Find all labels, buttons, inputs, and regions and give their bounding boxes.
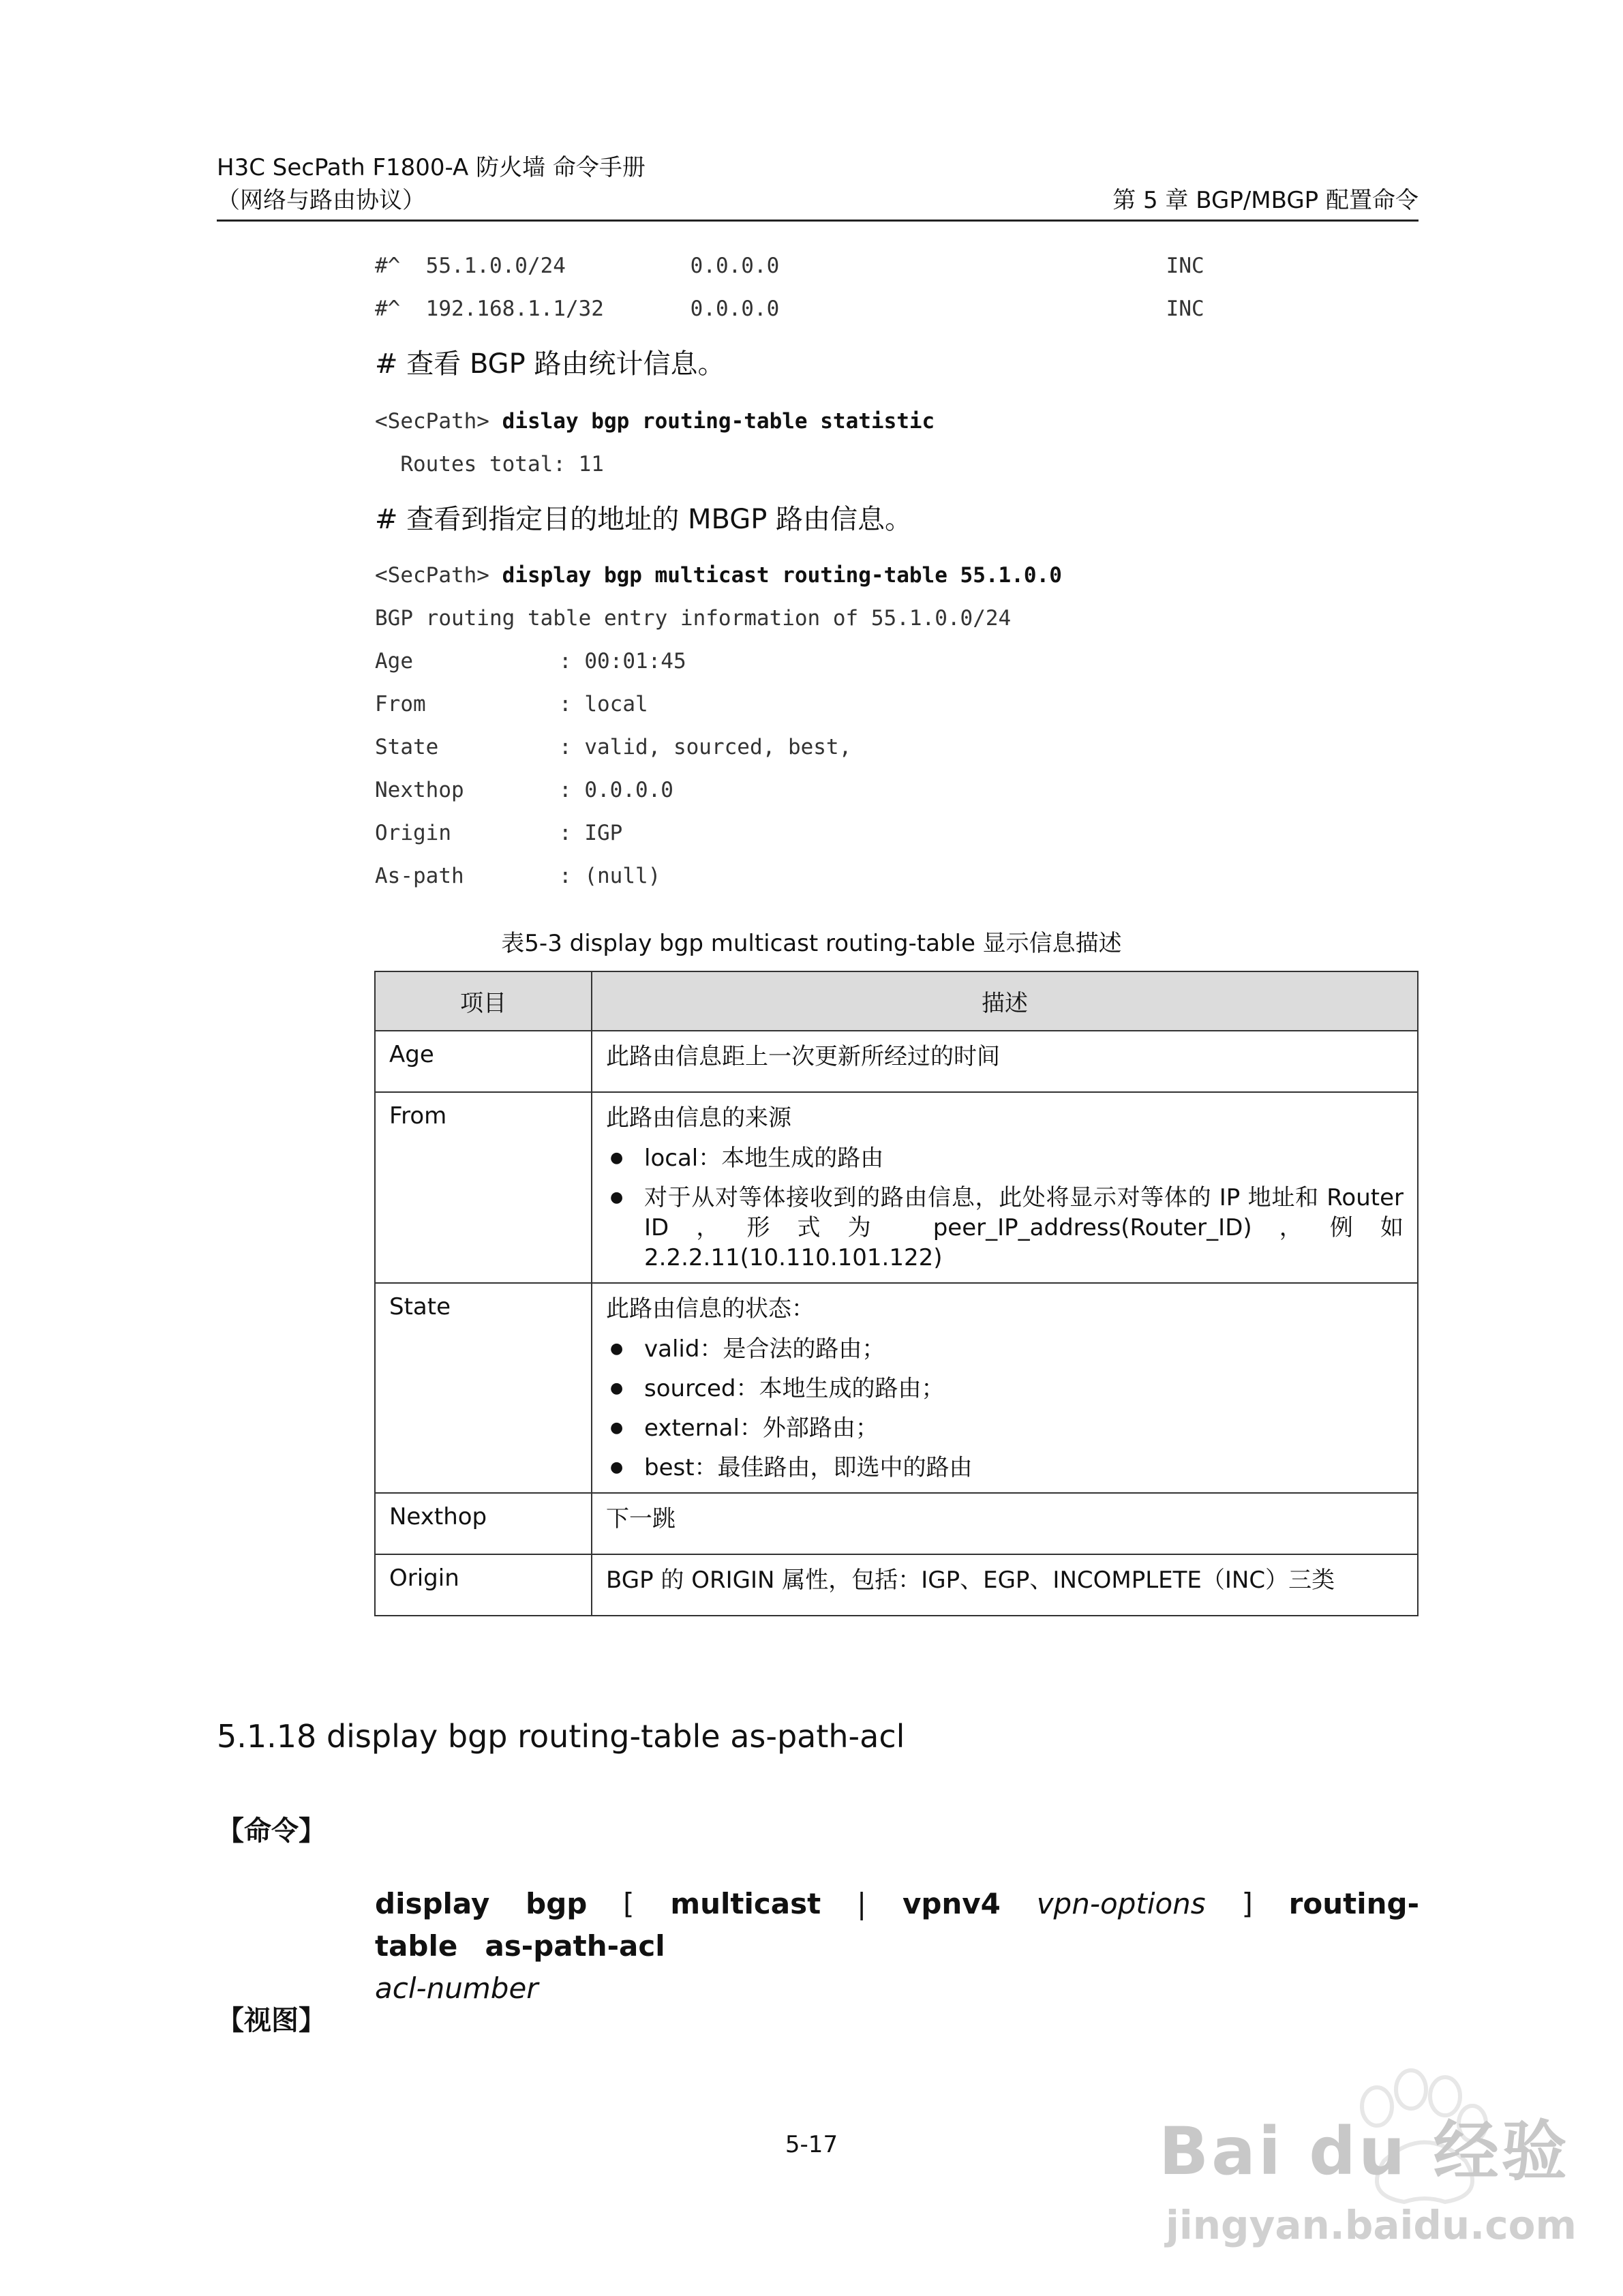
bullet-list bbox=[606, 1143, 1404, 1273]
page-number: 5-17 bbox=[785, 2131, 838, 2158]
table-row bbox=[375, 1554, 1418, 1616]
bullet-item: ● sourced：本地生成的路由； bbox=[606, 1374, 1404, 1404]
watermark-brand: Bai du 经验 bbox=[1159, 2113, 1570, 2190]
table-cell-desc: 此路由信息的状态： ● valid：是合法的路由； ● sourced：本地生成的路由； ● external：外部路由； ● best：最佳路由，即选中的路由 bbox=[592, 1283, 1418, 1493]
table-cell-item: Origin bbox=[375, 1554, 592, 1616]
view-label: 【视图】 bbox=[217, 2005, 326, 2036]
header-title-line2: （网络与路由协议） bbox=[217, 187, 425, 214]
kv-row-from: From : local bbox=[375, 692, 648, 716]
cli-command: display bgp multicast routing-table 55.1.0.0 bbox=[502, 563, 1062, 588]
route-line: #^ 192.168.1.1/32 0.0.0.0 INC bbox=[375, 297, 1204, 321]
comment-bgp-statistics: # 查看 BGP 路由统计信息。 bbox=[375, 348, 725, 380]
cli-prompt: <SecPath> bbox=[375, 563, 489, 588]
table-row bbox=[375, 1092, 1418, 1283]
cli-prompt: <SecPath> bbox=[375, 409, 489, 434]
command-syntax: display bgp [ multicast | vpnv4 vpn-options ] routing-table as-path-acl acl-number bbox=[375, 1887, 1420, 2005]
table-cell-desc: 此路由信息的来源 ● local：本地生成的路由 ● 对于从对等体接收到的路由信息，此处将显示对等体的 IP 地址和 Router ID，形式为 peer_IP_address(Router_ID)，例如 2.2.2.11(10.110.101.122) bbox=[592, 1092, 1418, 1283]
bullet-item: ● local：本地生成的路由 bbox=[606, 1143, 1404, 1173]
comment-mbgp-route: # 查看到指定目的地址的 MBGP 路由信息。 bbox=[375, 504, 913, 535]
kv-row-age: Age : 00:01:45 bbox=[375, 649, 686, 674]
header-title-line1: H3C SecPath F1800-A 防火墙 命令手册 bbox=[217, 154, 646, 181]
kv-row-nexthop: Nexthop : 0.0.0.0 bbox=[375, 778, 673, 802]
bullet-item: ● best：最佳路由，即选中的路由 bbox=[606, 1453, 1404, 1483]
header-divider bbox=[217, 220, 1419, 222]
kv-row-as-path: As-path : (null) bbox=[375, 864, 661, 888]
table-cell-desc: 此路由信息距上一次更新所经过的时间 bbox=[592, 1031, 1418, 1092]
table-header-row bbox=[375, 971, 1418, 1031]
bullet-item: ● valid：是合法的路由； bbox=[606, 1334, 1404, 1364]
kv-row-state: State : valid, sourced, best, bbox=[375, 735, 852, 759]
command-output-1: Routes total: 11 bbox=[375, 452, 604, 477]
cli-command: dislay bgp routing-table statistic bbox=[502, 409, 935, 434]
watermark-site: jingyan.baidu.com bbox=[1166, 2202, 1577, 2248]
header-chapter: 第 5 章 BGP/MBGP 配置命令 bbox=[1112, 187, 1419, 214]
table-cell-item: State bbox=[375, 1283, 592, 1493]
bullet-list bbox=[606, 1334, 1404, 1483]
command-label: 【命令】 bbox=[217, 1815, 326, 1847]
command-output-2-title: BGP routing table entry information of 55.1.0.0/24 bbox=[375, 606, 1012, 631]
table-cell-desc: BGP 的 ORIGIN 属性，包括：IGP、EGP、INCOMPLETE（INC）三类 bbox=[592, 1554, 1418, 1616]
kv-row-origin: Origin : IGP bbox=[375, 821, 623, 845]
section-heading: 5.1.18 display bgp routing-table as-path-acl bbox=[217, 1718, 905, 1755]
table-header-desc: 描述 bbox=[592, 971, 1418, 1031]
table-caption: 表5-3 display bgp multicast routing-table 显示信息描述 bbox=[501, 930, 1122, 957]
command-line-1 bbox=[375, 409, 935, 434]
header-title-block bbox=[217, 151, 646, 217]
table-row bbox=[375, 1493, 1418, 1554]
command-line-2 bbox=[375, 563, 1062, 588]
table-row bbox=[375, 1031, 1418, 1092]
bullet-item: ● external：外部路由； bbox=[606, 1413, 1404, 1443]
table-header-item: 项目 bbox=[375, 971, 592, 1031]
table-cell-item: From bbox=[375, 1092, 592, 1283]
table-row bbox=[375, 1283, 1418, 1493]
bullet-item: ● 对于从对等体接收到的路由信息，此处将显示对等体的 IP 地址和 Router ID，形式为 peer_IP_address(Router_ID)，例如 2.2.2.11(10.110.101.122) bbox=[606, 1183, 1404, 1273]
description-table bbox=[374, 971, 1419, 1616]
table-cell-item: Nexthop bbox=[375, 1493, 592, 1554]
table-cell-desc: 下一跳 bbox=[592, 1493, 1418, 1554]
table-cell-item: Age bbox=[375, 1031, 592, 1092]
route-line: #^ 55.1.0.0/24 0.0.0.0 INC bbox=[375, 254, 1204, 278]
